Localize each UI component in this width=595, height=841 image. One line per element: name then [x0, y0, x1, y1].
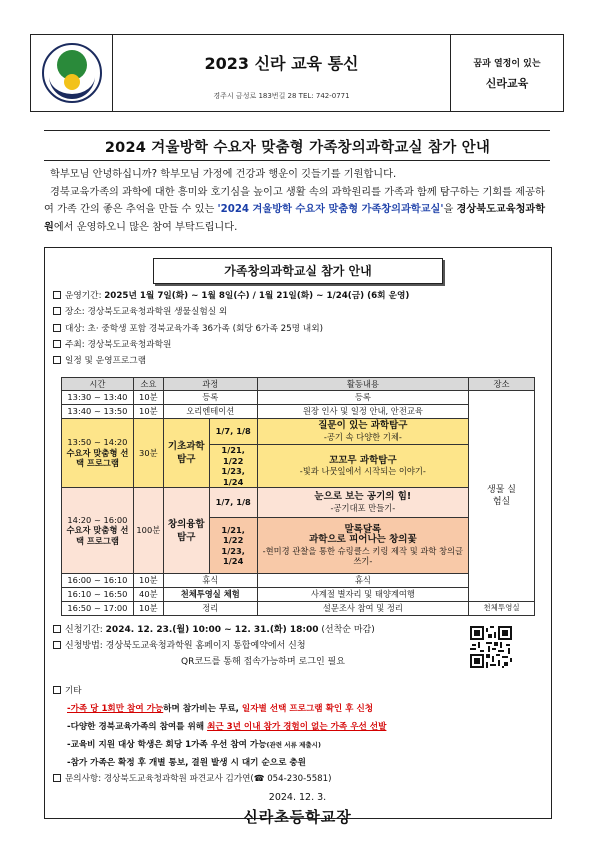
date-cell: 1/7, 1/8: [209, 419, 257, 445]
program-type: 수요자 맞춤형 선택 프로그램: [66, 525, 129, 546]
place-text: 생물 실험실: [487, 485, 516, 507]
checkbox-icon: [53, 340, 61, 348]
course-cell: 창의융합 탐구: [163, 488, 209, 574]
note-text: 하며 참가비는 무료,: [163, 704, 242, 714]
checkbox-icon: [53, 774, 61, 782]
table-row: [62, 588, 535, 602]
activity-cell: 사계절 별자리 및 태양계여행: [257, 588, 468, 602]
activity-cell: [257, 445, 468, 488]
note-emphasis: -가족 당 1회만 참여 가능: [67, 704, 164, 714]
school-emblem-icon: [41, 42, 103, 104]
activity-subtitle: -현미경 관찰을 통한 슈링클스 키링 제작 및 과학 창의글쓰기-: [262, 545, 464, 566]
program-name: '2024 겨울방학 수요자 맞춤형 가족창의과학교실': [217, 204, 444, 215]
greeting: 학부모님 안녕하십니까? 학부모님 가정에 건강과 행운이 깃들기를 기원합니다.: [50, 169, 397, 180]
activity-title: 꼬꼬무 과학탐구: [329, 454, 397, 466]
date-cell: 1/21, 1/22 1/23, 1/24: [209, 518, 257, 574]
activity-title: 과학으로 피어나는 창의꽃: [309, 534, 417, 545]
intro-part: 을: [443, 204, 457, 215]
note-emphasis: 최근 3년 이내 참가 경험이 없는 가족 우선 선발: [207, 722, 387, 732]
activity-cell: [257, 488, 468, 518]
list-item: [53, 288, 545, 304]
activity-subtitle: -공기대포 만들기-: [330, 502, 396, 513]
duration-cell: 30분: [133, 419, 163, 488]
header-cell: 과정: [163, 378, 257, 391]
checkbox-icon: [53, 641, 61, 649]
info-list: [53, 288, 545, 369]
document-title: 2024 겨울방학 수요자 맞춤형 가족창의과학교실 참가 안내: [104, 140, 491, 156]
place-text: 장소: 경상북도교육청과학원 생물실험실 외: [65, 307, 228, 318]
list-item: [53, 337, 545, 353]
checkbox-icon: [53, 291, 61, 299]
note-text: -교육비 지원 대상 학생은 회당 1가족 우선 참여 가능: [67, 740, 267, 750]
divider: [44, 160, 550, 161]
list-item: [53, 321, 545, 337]
apply-period-value: 2024. 12. 23.(월) 10:00 ~ 12. 31.(화) 18:00: [105, 625, 319, 635]
program-type: 수요자 맞춤형 선택 프로그램: [66, 447, 129, 469]
list-item: [53, 736, 386, 754]
note-text: -다양한 경북교육가족의 참여를 위해: [67, 722, 208, 732]
signature: 신라초등학교장: [243, 808, 352, 826]
activity-subtitle: -공기 속 다양한 기체-: [323, 431, 402, 442]
time-cell: [62, 488, 134, 574]
school-address: 경주시 금성로 183번길 28 TEL: 742-0771: [213, 92, 350, 100]
time-cell: 16:10 ~ 16:50: [62, 588, 134, 602]
checkbox-icon: [53, 686, 61, 694]
time-cell: 13:40 ~ 13:50: [62, 405, 134, 419]
time-cell: 16:50 ~ 17:00: [62, 602, 134, 616]
duration-cell: 10분: [133, 602, 163, 616]
activity-cell: [257, 419, 468, 445]
list-item: [53, 353, 545, 369]
table-row: [62, 419, 535, 445]
apply-method-note: QR코드를 통해 접속가능하며 로그인 필요: [181, 657, 345, 667]
header-cell: 장소: [469, 378, 535, 391]
apply-period-note: (선착순 마감): [318, 625, 375, 635]
period-label: 운영기간:: [65, 291, 105, 301]
activity-cell: 휴식: [257, 574, 468, 588]
newsletter-title: 2023 신라 교육 통신: [204, 54, 359, 73]
activity-title: 질문이 있는 과학탐구: [318, 420, 408, 431]
qr-code-icon[interactable]: [470, 626, 512, 668]
table-row: [62, 602, 535, 616]
duration-cell: 100분: [133, 488, 163, 574]
checkbox-icon: [53, 307, 61, 315]
checkbox-icon: [53, 625, 61, 633]
place-cell: [469, 391, 535, 602]
notice-box-title: 가족창의과학교실 참가 안내: [153, 258, 443, 284]
header-cell: 활동내용: [257, 378, 468, 391]
checkbox-icon: [53, 324, 61, 332]
list-item: [53, 304, 545, 320]
table-row: [62, 574, 535, 588]
activity-cell: 등록: [257, 391, 468, 405]
target-text: 대상: 초· 중학생 포함 경북교육가족 36가족 (회당 6가족 25명 내외): [65, 323, 323, 334]
place-cell: 천체투영실: [469, 602, 535, 616]
time-cell: 13:30 ~ 13:40: [62, 391, 134, 405]
date-cell: 1/21, 1/22 1/23, 1/24: [209, 445, 257, 488]
apply-method: 신청방법: 경상북도교육청과학원 홈페이지 통합예약에서 신청: [65, 641, 306, 651]
schedule-label: 일정 및 운영프로그램: [65, 356, 147, 367]
list-item: [53, 772, 386, 787]
course-cell: 휴식: [163, 574, 257, 588]
note-small: (관련 서류 제출시): [266, 741, 321, 749]
course-cell: 정리: [163, 602, 257, 616]
other-label: 기타: [65, 686, 82, 696]
course-cell: 등록: [163, 391, 257, 405]
duration-cell: 10분: [133, 574, 163, 588]
duration-cell: 10분: [133, 391, 163, 405]
time-cell: 16:00 ~ 16:10: [62, 574, 134, 588]
intro-part: 에서 운영하오니 많은 참여 부탁드립니다.: [53, 221, 238, 233]
school-logo: [31, 35, 113, 111]
header-cell: 소요: [133, 378, 163, 391]
apply-period-label: 신청기간:: [65, 625, 106, 635]
period-value: 2025년 1월 7일(화) ~ 1월 8일(수) / 1월 21일(화) ~ 1/24(금) (6회 운영): [104, 291, 410, 301]
newsletter-header: [30, 34, 564, 112]
list-item: [53, 754, 386, 772]
checkbox-icon: [53, 356, 61, 364]
table-row: [62, 488, 535, 518]
activity-title: 말록달록: [344, 523, 382, 535]
application-info: [53, 622, 375, 670]
activity-cell: [257, 518, 468, 574]
intro-paragraph: [44, 184, 552, 237]
other-info: [53, 682, 386, 787]
list-item: [53, 622, 375, 638]
list-item: [53, 700, 386, 718]
duration-cell: 10분: [133, 405, 163, 419]
header-cell: 시간: [62, 378, 134, 391]
time-text: 14:20 ~ 16:00: [67, 514, 128, 525]
time-text: 13:50 ~ 14:20: [67, 437, 128, 448]
duration-cell: 40분: [133, 588, 163, 602]
course-cell: 기초과학 탐구: [163, 419, 209, 488]
divider: [44, 130, 550, 131]
schedule-table: [61, 377, 535, 616]
time-cell: [62, 419, 134, 488]
slogan: [451, 35, 563, 111]
activity-subtitle: -빛과 나뭇잎에서 시작되는 이야기-: [299, 466, 426, 476]
issue-date: 2024. 12. 3.: [268, 792, 327, 803]
intro-part: 경북교육가족의 과학에 대한 흥미와 호기심을 높이고 생활 속의 과학원리를 가족과 함께 탐구하는 기회를 제공하여 가족 간의 좋은 추억을 만들 수 있는: [44, 186, 545, 215]
activity-cell: 원장 인사 및 일정 안내, 안전교육: [257, 405, 468, 419]
table-header-row: [62, 378, 535, 391]
list-item: [53, 718, 386, 736]
course-cell: 오리엔테이션: [163, 405, 257, 419]
list-item: [53, 638, 375, 654]
notice-box: [44, 247, 552, 819]
contact-text: 문의사항: 경상북도교육청과학원 파견교사 김가연(☎ 054-230-5581): [65, 774, 332, 784]
activity-title: 눈으로 보는 공기의 힘!: [314, 491, 412, 502]
slogan-line2: 신라교육: [485, 76, 529, 90]
date-cell: 1/7, 1/8: [209, 488, 257, 518]
slogan-line1: 꿈과 열정이 있는: [473, 58, 541, 69]
host-text: 주최: 경상북도교육청과학원: [65, 339, 172, 350]
list-item: [53, 682, 386, 700]
organizer-name: 경상북도교육청과학원: [44, 204, 546, 233]
header-center: [113, 35, 451, 111]
intro-text: [44, 166, 552, 236]
table-row: [62, 391, 535, 405]
table-row: [62, 405, 535, 419]
activity-cell: 설문조사 참여 및 정리: [257, 602, 468, 616]
note-text: -참가 가족은 확정 후 개별 통보, 결원 발생 시 대기 순으로 충원: [67, 758, 306, 768]
course-cell: 천체투영실 체험: [163, 588, 257, 602]
note-emphasis: 일자별 선택 프로그램 확인 후 신청: [241, 704, 374, 714]
